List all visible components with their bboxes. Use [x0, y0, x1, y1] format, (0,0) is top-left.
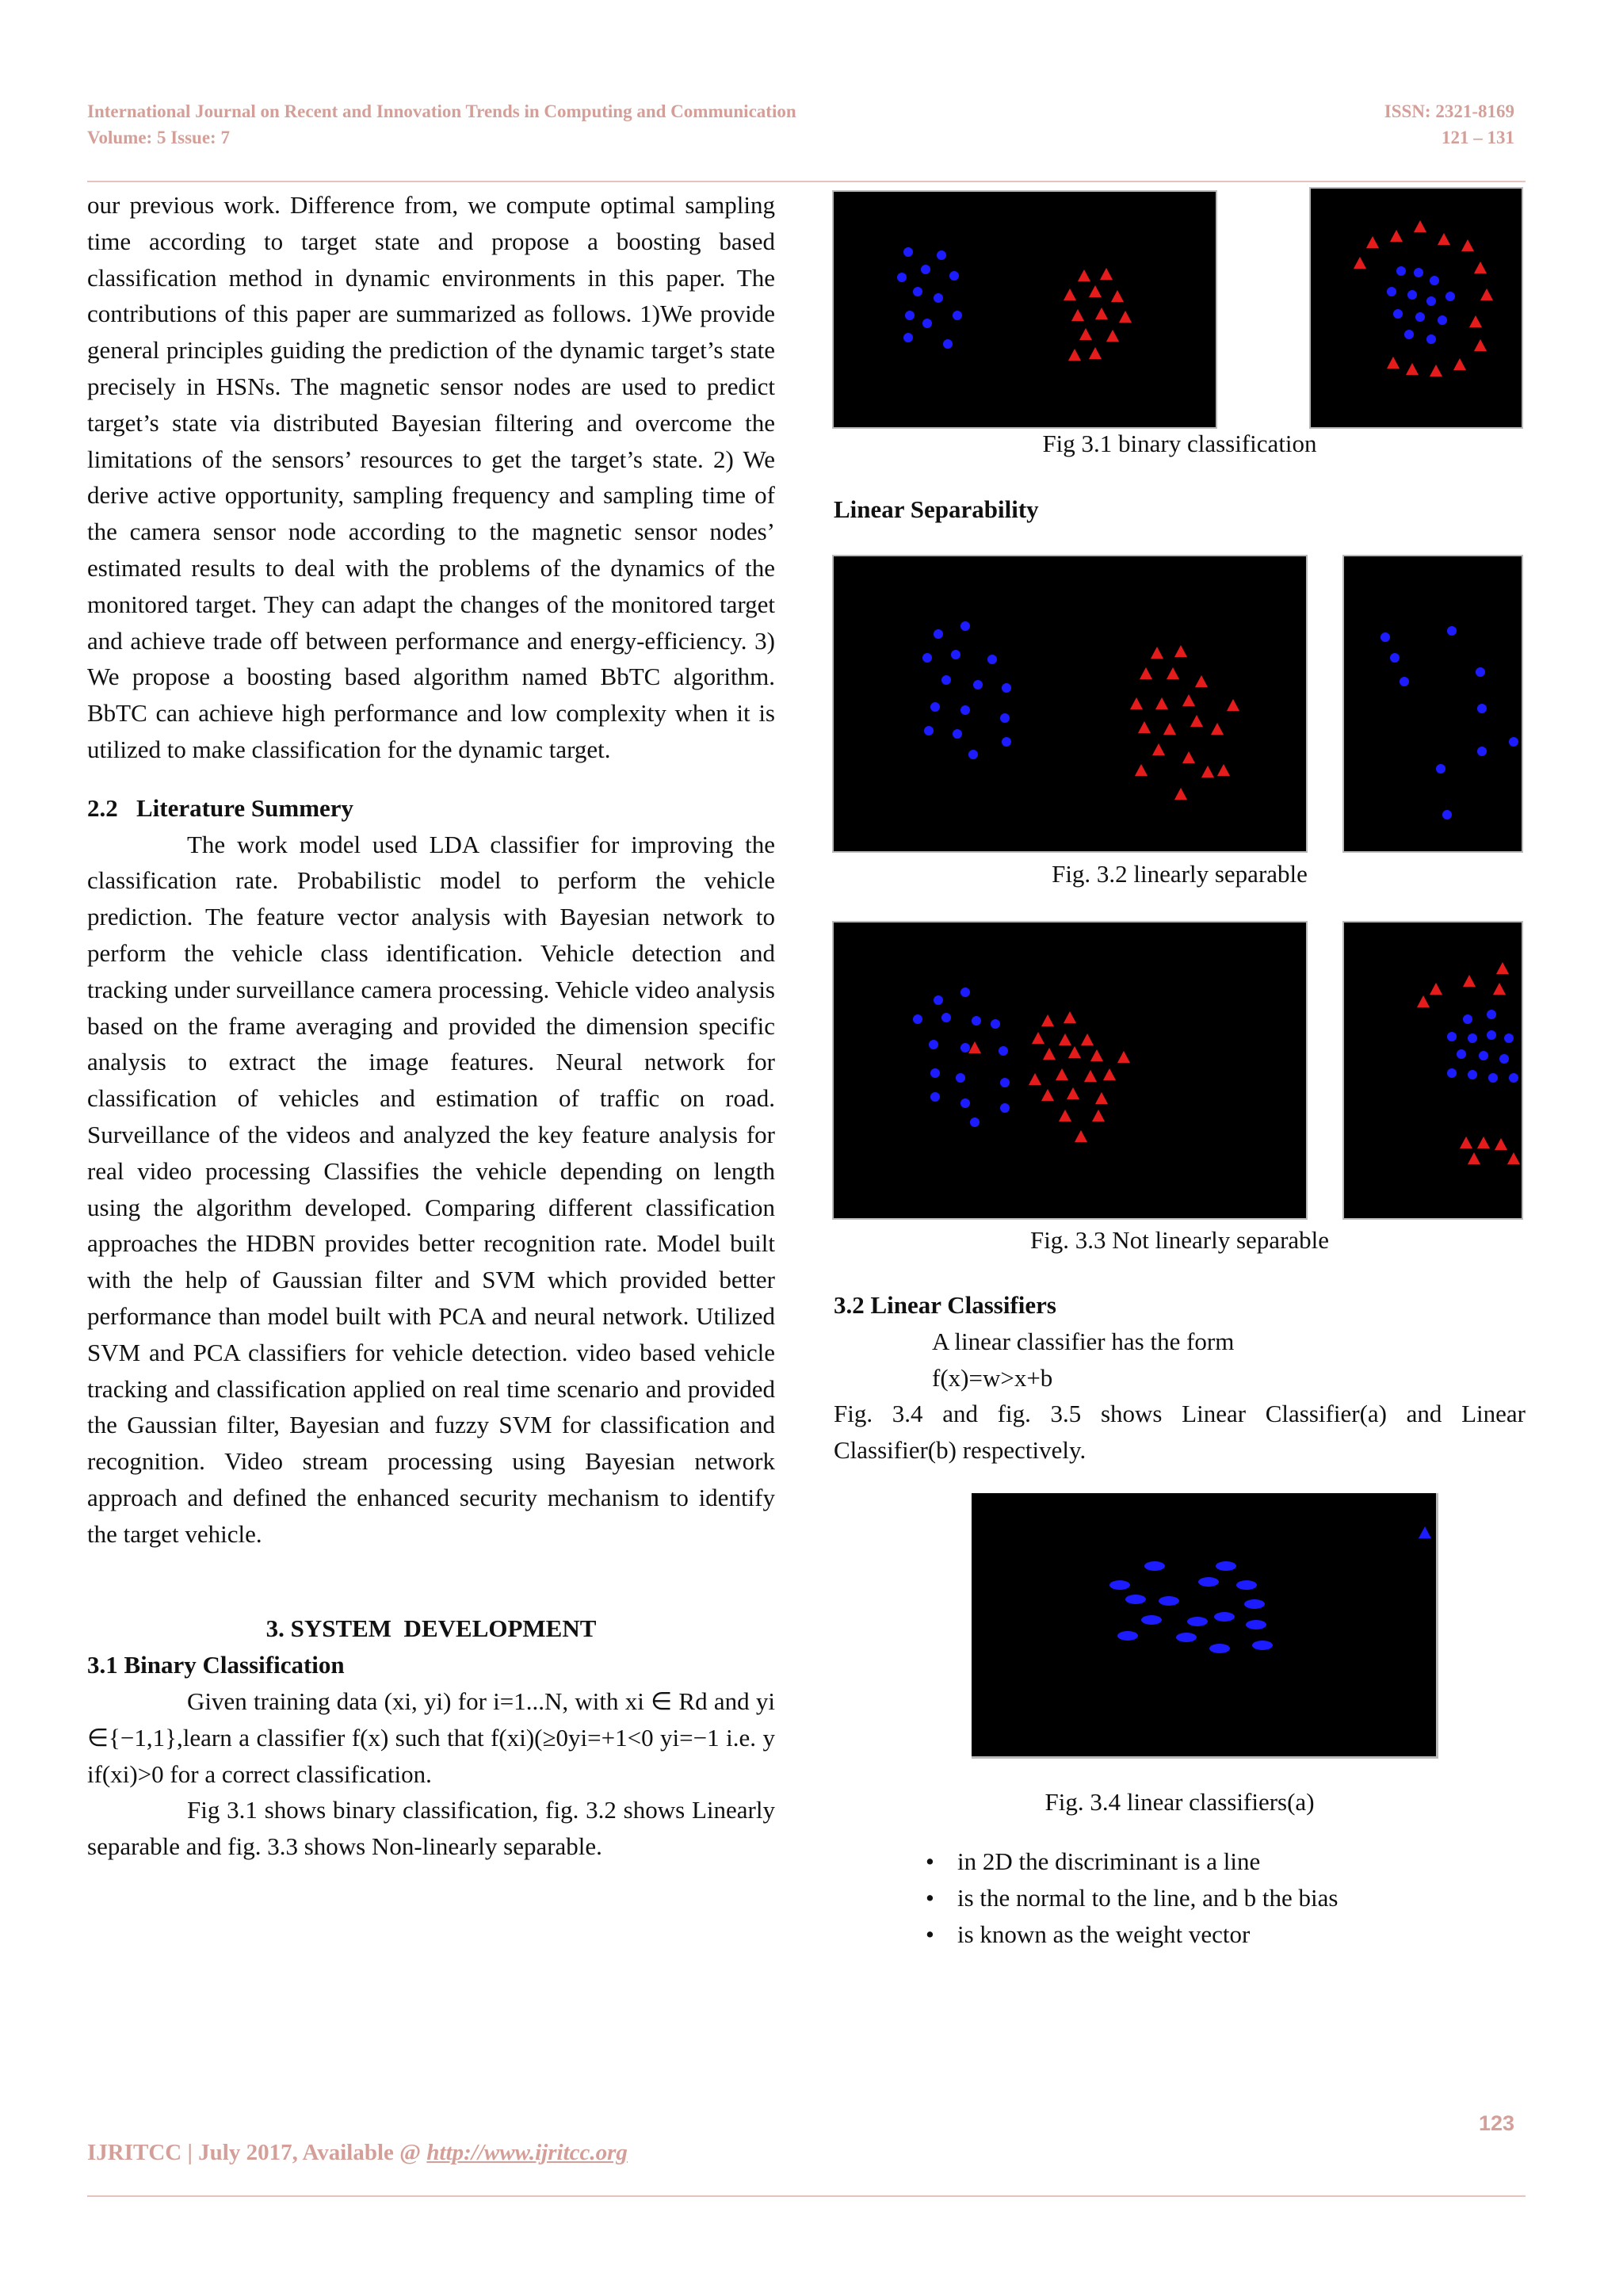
- binary-classification-heading: 3.1 Binary Classification: [87, 1651, 345, 1679]
- linear-separability-heading-block: [834, 491, 1526, 528]
- fig33-left-image: [832, 921, 1308, 1220]
- journal-volume: Volume: 5 Issue: 7: [87, 128, 230, 147]
- footer-link[interactable]: http://www.ijritcc.org: [426, 2140, 628, 2165]
- figures-paragraph: Fig 3.1 shows binary classification, fig. 3.2 shows Linearly separable and fig. 3.3 shows Non-linearly separable.: [87, 1796, 775, 1861]
- page-range: 121 – 131: [1442, 128, 1514, 147]
- fig34-image: [972, 1493, 1438, 1759]
- linear-separability-heading: Linear Separability: [834, 495, 1039, 523]
- bullet-item: • is the normal to the line, and b the bias: [926, 1880, 1338, 1916]
- linear-classifiers-block: [834, 1287, 1526, 1469]
- linear-classifiers-paragraph: Fig. 3.4 and fig. 3.5 shows Linear Classifier(a) and Linear Classifier(b) respectively.: [834, 1400, 1526, 1465]
- bullet-list: [926, 1843, 1338, 1953]
- fig32-caption: Fig. 3.2 linearly separable: [1052, 860, 1308, 888]
- journal-header: [87, 98, 796, 151]
- fig32-left-image: [832, 555, 1308, 853]
- footer-divider: [87, 2195, 1526, 2197]
- fig33-right-image: [1342, 921, 1523, 1220]
- footer: [87, 2140, 628, 2166]
- header-divider: [87, 181, 1526, 182]
- linear-classifier-form: A linear classifier has the form: [932, 1327, 1235, 1355]
- literature-heading: 2.2 Literature Summery: [87, 793, 354, 822]
- left-column: [87, 187, 775, 1865]
- linear-classifier-formula: f(x)=w>x+b: [932, 1363, 1053, 1392]
- bullet-item: • is known as the weight vector: [926, 1916, 1338, 1953]
- issn: ISSN: 2321-8169: [1384, 101, 1514, 121]
- fig31-right-image: [1309, 187, 1523, 429]
- binary-classification-paragraph: Given training data (xi, yi) for i=1...N, with xi ∈ Rd and yi ∈{−1,1},learn a classifier f(x) such that f(xi)(≥0yi=+1<0 yi=−1 i.e. y if(xi)>0 for a correct classification.: [87, 1687, 775, 1788]
- fig33-caption: Fig. 3.3 Not linearly separable: [1029, 1226, 1330, 1254]
- fig34-caption: Fig. 3.4 linear classifiers(a): [1044, 1788, 1315, 1816]
- literature-paragraph-tail: Video stream processing using Bayesian network approach and defined the enhanced security mechanism to identify the target vehicle.: [87, 1447, 775, 1548]
- fig31-caption: Fig 3.1 binary classification: [1042, 430, 1317, 457]
- section-heading: 3. SYSTEM DEVELOPMENT: [265, 1614, 597, 1643]
- page-number: 123: [1478, 2111, 1514, 2135]
- fig31-left-image: [832, 190, 1217, 429]
- footer-text: IJRITCC | July 2017, Available @: [87, 2140, 427, 2165]
- linear-classifiers-heading: 3.2 Linear Classifiers: [834, 1291, 1056, 1319]
- journal-title: International Journal on Recent and Innovation Trends in Computing and Communication: [87, 101, 796, 121]
- literature-paragraph-body: The work model used LDA classifier for improving the classification rate. Probabilistic model to perform the vehicle prediction. The feature vector analysis with Bayesian network to perform the vehicle class identification. Vehicle detection and tracking under surveillance camera processing. Vehicle video analysis based on the frame averaging and provided the dimension specific analysis to extract the image features. Neural network for classification of vehicles and estimation of traffic on road. Surveillance of the videos and analyzed the key feature analysis for real video processing Classifies the vehicle depending on length using the algorithm developed. Comparing different classification approaches the HDBN provides better recognition rate. Model built with the help of Gaussian filter and SVM which provided better performance than model built with PCA and neural network. Utilized SVM and PCA classifiers for vehicle detection. video based vehicle tracking and classification applied on real time scenario and provided the Gaussian filter, Bayesian and fuzzy SVM for classification and recognition.: [87, 830, 775, 1476]
- literature-paragraph: [87, 827, 775, 1553]
- intro-paragraph: our previous work. Difference from, we compute optimal sampling time according to target state and propose a boosting based classification method in dynamic environments in this paper. The contributions of this paper are summarized as follows. 1)We provide general principles guiding the prediction of the dynamic target’s state precisely in HSNs. The magnetic sensor nodes are used to predict target’s state via distributed Bayesian filtering and overcome the limitations of the sensors’ resources to get the target’s state. 2) We derive active opportunity, sampling frequency and sampling time of the camera sensor node according to the magnetic sensor nodes’ estimated results to deal with the problems of the dynamics of the monitored target. They can adapt the changes of the monitored target and achieve trade off between performance and energy-efficiency. 3) We propose a boosting based algorithm named BbTC algorithm. BbTC can achieve high performance and low complexity when it is utilized to make classification for the dynamic target.: [87, 191, 775, 763]
- issn-header: [1384, 98, 1514, 151]
- bullet-item: • in 2D the discriminant is a line: [926, 1843, 1338, 1880]
- fig32-right-image: [1342, 555, 1523, 853]
